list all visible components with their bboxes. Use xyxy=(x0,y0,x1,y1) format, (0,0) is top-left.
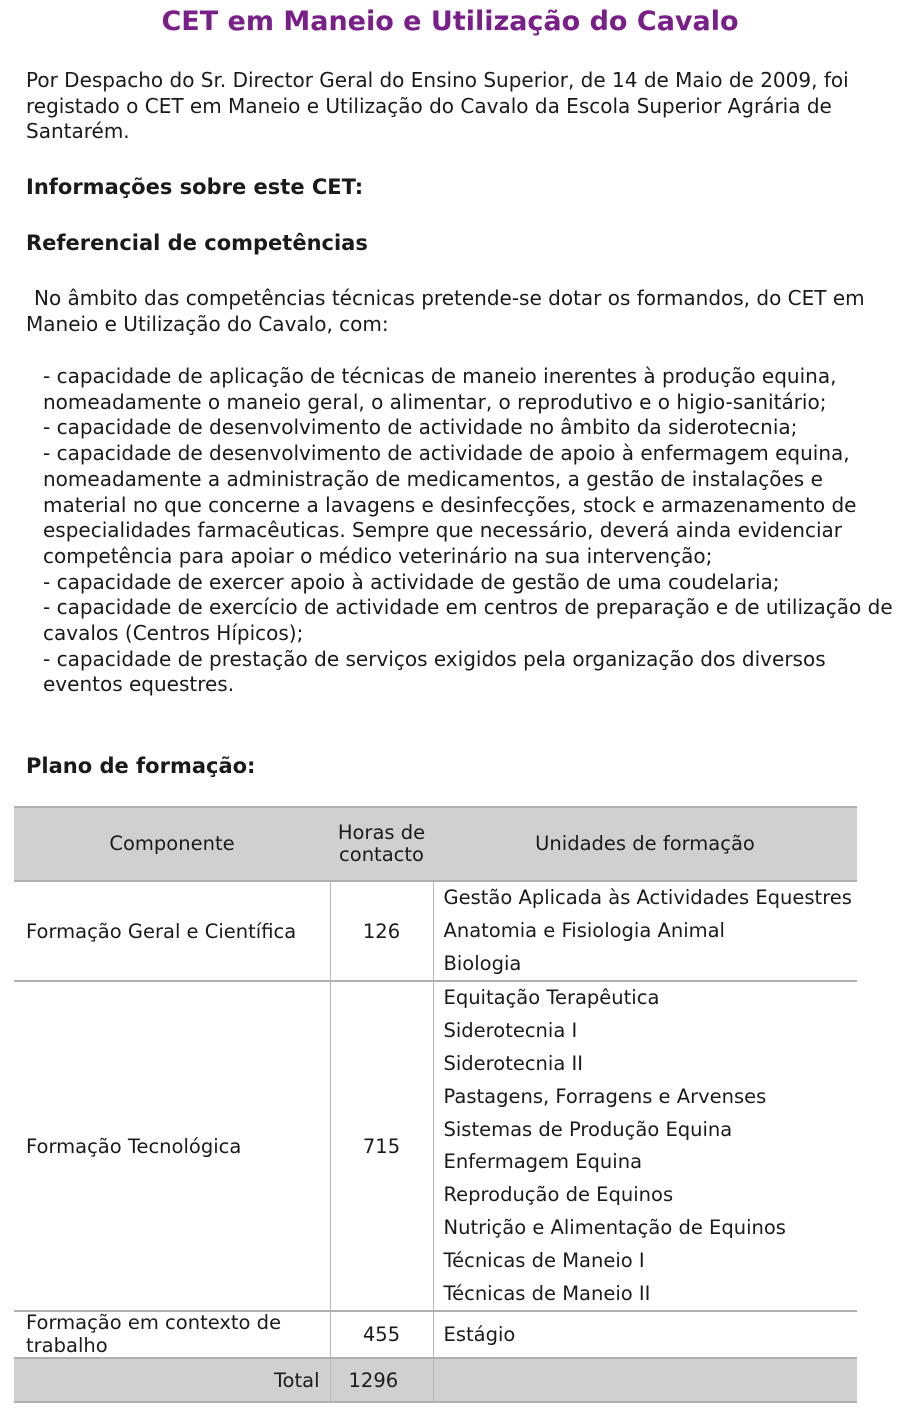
table-row xyxy=(14,981,857,1311)
header-units: Unidades de formação xyxy=(433,807,857,881)
hours-cell: 455 xyxy=(330,1311,433,1358)
component-cell: Formação Tecnológica xyxy=(14,981,330,1311)
unit-item: Sistemas de Produção Equina xyxy=(443,1117,733,1141)
unit-item: Técnicas de Maneio I xyxy=(443,1248,645,1272)
unit-item: Siderotecnia II xyxy=(443,1051,583,1075)
unit-item: Anatomia e Fisiologia Animal xyxy=(443,918,725,942)
page-title: CET em Maneio e Utilização do Cavalo xyxy=(161,6,739,37)
competency-item: - capacidade de exercer apoio à actividade de gestão de uma coudelaria; xyxy=(43,569,780,594)
total-hours: 1296 xyxy=(330,1358,433,1402)
unit-item: Reprodução de Equinos xyxy=(443,1183,674,1207)
unit-item: Equitação Terapêutica xyxy=(443,986,660,1010)
unit-item: Enfermagem Equina xyxy=(443,1150,643,1174)
plan-heading: Plano de formação: xyxy=(26,754,256,778)
hours-cell: 126 xyxy=(330,881,433,981)
unit-item: Siderotecnia I xyxy=(443,1019,578,1043)
table-row xyxy=(14,881,857,981)
unit-item: Gestão Aplicada às Actividades Equestres xyxy=(443,886,852,909)
info-heading: Informações sobre este CET: xyxy=(26,175,364,199)
unit-item: Nutrição e Alimentação de Equinos xyxy=(443,1215,786,1239)
unit-item: Técnicas de Maneio II xyxy=(443,1281,651,1305)
competency-item: - capacidade de prestação de serviços exigidos pela organização dos diversos eventos equestres. xyxy=(43,646,826,697)
competency-item: - capacidade de desenvolvimento de actividade no âmbito da siderotecnia; xyxy=(43,415,798,440)
competencies-intro: No âmbito das competências técnicas pretende-se dotar os formandos, do CET em Maneio e Utilização do Cavalo, com: xyxy=(26,286,865,336)
hours-cell: 715 xyxy=(330,981,433,1311)
competencies-list xyxy=(43,364,893,698)
competency-item: - capacidade de desenvolvimento de actividade de apoio à enfermagem equina, nomeadamente a administração de medicamentos, a gestão de instalações e material no que concerne a lavagens e desinfecções, stock e armazenamento de especialidades farmacêuticas. Sempre que necessário, deverá ainda evidenciar competência para apoiar o médico veterinário na sua intervenção; xyxy=(43,441,857,568)
total-row xyxy=(14,1358,857,1402)
units-cell xyxy=(433,1311,857,1358)
total-label: Total xyxy=(14,1358,330,1402)
total-empty-cell xyxy=(433,1358,857,1402)
units-cell xyxy=(433,881,857,981)
unit-item: Biologia xyxy=(443,951,522,975)
competency-item: - capacidade de exercício de actividade em centros de preparação e de utilização de cavalos (Centros Hípicos); xyxy=(43,595,893,646)
component-cell: Formação em contexto de trabalho xyxy=(14,1311,330,1358)
table-header-row xyxy=(14,807,857,881)
competency-item: - capacidade de aplicação de técnicas de maneio inerentes à produção equina, nomeadamente o maneio geral, o alimentar, o reprodutivo e o higio-sanitário; xyxy=(43,364,837,414)
header-component: Componente xyxy=(14,807,330,881)
unit-item: Estágio xyxy=(443,1323,516,1347)
units-cell xyxy=(433,981,857,1311)
header-hours: Horas de contacto xyxy=(330,807,433,881)
intro-paragraph: Por Despacho do Sr. Director Geral do Ensino Superior, de 14 de Maio de 2009, foi registado o CET em Maneio e Utilização do Cavalo da Escola Superior Agrária de Santarém. xyxy=(26,68,849,144)
training-plan-table xyxy=(14,806,857,1403)
component-cell: Formação Geral e Científica xyxy=(14,881,330,981)
competencies-heading: Referencial de competências xyxy=(26,231,368,255)
table-row xyxy=(14,1311,857,1358)
unit-item: Pastagens, Forragens e Arvenses xyxy=(443,1084,767,1108)
